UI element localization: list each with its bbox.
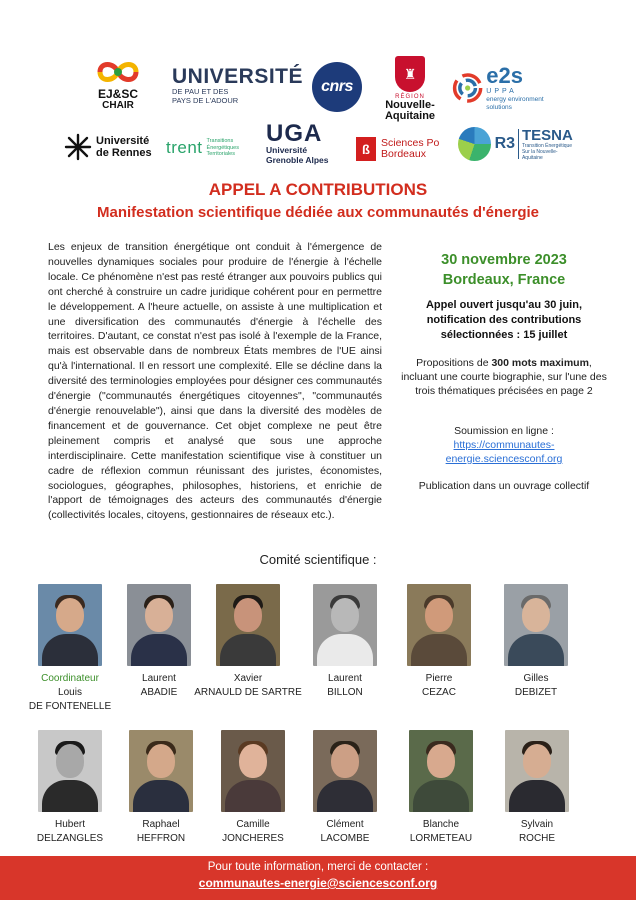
- submission-link-line2[interactable]: energie.sciencesconf.org: [445, 453, 563, 465]
- e2s-uppa-logo: [452, 62, 560, 114]
- proposal-info: [400, 356, 608, 398]
- rennes-line2: de Rennes: [96, 147, 152, 159]
- call-line3: sélectionnées : 15 juillet: [440, 329, 568, 341]
- description-paragraph: Les enjeux de transition énergétique ont conduit à l'émergence de nouvelles dynamiques sociales pour produire de l'énergie à l'échelle locale. Ce phénomène n'est pas resté étranger aux pouvoirs publics qui ont cherché à construire un cadre juridique cohérent pour en permettre le développement. A l'heure actuelle, on assiste à une multiplication et une diversification des communautés d'énergie à l'échelle des territoires. D'autant, ce constat n'est pas isolé à l'exemple de la France, mais est observable dans de nombreux États membres de l'UE ainsi qu'à l'international. Il en ressort une complexité. Elle se décline dans la diversité des terminologies employées pour désigner ces communautés d'énergie ("communautés énergétiques citoyennes", "communautés d'énergie renouvelable"), ainsi que dans la diversité des modèles de financement et de gouvernance. Cet objet complexe ne peut être pleinement compris et analysé que sous une approche interdisciplinaire. Cette manifestation scientifique vise à constituer un cadre de réflexion commun réunissant des juristes, économistes, sociologues, géographes, philosophes, historiens, et enrichie de l'apport de témoignages des acteurs des communautés d'énergie (collectivités locales, citoyens, gestionnaires de réseaux etc.).: [48, 241, 382, 522]
- uga-logo: [266, 122, 348, 166]
- trent-sub1: Transitions: [206, 138, 234, 145]
- lion-shield-icon: ♜: [395, 56, 425, 92]
- r3-tesna-logo: [458, 124, 576, 164]
- member-last-name: ABADIE: [140, 687, 178, 698]
- universite-rennes-logo: [64, 132, 160, 162]
- member-photo: [38, 730, 102, 812]
- member-last-name: ARNAULD DE SARTRE: [194, 687, 302, 698]
- e2s-sub: UPPA: [486, 87, 517, 95]
- contact-footer: [0, 856, 636, 900]
- member-first-name: Raphael: [142, 819, 180, 830]
- member-last-name: BILLON: [327, 687, 363, 698]
- committee-member: [482, 730, 592, 846]
- member-first-name: Sylvain: [520, 819, 554, 830]
- member-photo: [221, 730, 285, 812]
- globe-icon: [458, 127, 491, 161]
- committee-member: [290, 730, 400, 846]
- member-first-name: Laurent: [142, 673, 176, 684]
- member-last-name: HEFFRON: [136, 833, 186, 844]
- member-first-name: Hubert: [54, 819, 85, 830]
- submission-label: Soumission en ligne :: [454, 425, 554, 437]
- uga-line1: Université: [266, 145, 308, 155]
- tesna-name: TESNA: [521, 126, 573, 144]
- committee-member: [481, 584, 591, 700]
- member-last-name: LORMETEAU: [409, 833, 473, 844]
- sciences-po-mark-icon: ß: [356, 137, 376, 161]
- member-last-name: LACOMBE: [320, 833, 370, 844]
- partner-logos: [0, 0, 636, 170]
- member-first-name: Camille: [236, 819, 270, 830]
- ejsc-line2: CHAIR: [102, 100, 134, 111]
- naq-line2: Aquitaine: [384, 110, 436, 122]
- ejsc-chair-logo: [86, 58, 150, 111]
- uga-name: UGA: [266, 120, 323, 147]
- member-photo: [216, 584, 280, 666]
- member-last-name: ROCHE: [518, 833, 556, 844]
- trent-sub2: Énergétiques: [206, 144, 239, 151]
- event-date: 30 novembre 2023: [441, 252, 567, 268]
- member-last-name: DELZANGLES: [36, 833, 104, 844]
- proposal-pre: Propositions de: [416, 357, 492, 369]
- member-first-name: Laurent: [328, 673, 362, 684]
- member-last-name: CEZAC: [422, 687, 456, 698]
- member-first-name: Pierre: [425, 673, 453, 684]
- member-first-name: Louis: [58, 687, 82, 698]
- uppa-sub1: DE PAU ET DES: [172, 87, 229, 96]
- call-deadline: [400, 298, 608, 343]
- uppa-name: UNIVERSITÉ: [172, 65, 304, 88]
- member-last-name: DE FONTENELLE: [28, 701, 112, 712]
- cnrs-text: cnrs: [321, 78, 353, 95]
- tesna-sub1: Transition Énergétique: [521, 142, 573, 149]
- member-photo: [504, 584, 568, 666]
- member-first-name: Gilles: [523, 673, 549, 684]
- rennes-star-icon: [64, 133, 92, 161]
- member-role: Coordinateur: [41, 673, 99, 684]
- e2s-tagline: energy environment solutions: [486, 95, 544, 111]
- ejsc-line1: EJ&SC: [97, 87, 138, 101]
- member-photo: [505, 730, 569, 812]
- committee-member: [193, 584, 303, 700]
- proposal-word-limit: 300 mots maximum: [491, 357, 589, 369]
- ejsc-emblem-icon: [96, 58, 140, 86]
- event-place: Bordeaux, France: [442, 272, 566, 288]
- member-photo: [407, 584, 471, 666]
- rennes-line1: Université: [96, 135, 150, 147]
- scpo-line1: Sciences Po: [381, 137, 440, 149]
- tesna-sub2: Sur la Nouvelle-Aquitaine: [521, 148, 558, 161]
- trent-sub3: Territoriales: [206, 151, 235, 158]
- e2s-name: e2s: [486, 62, 523, 88]
- submission-link[interactable]: [400, 438, 608, 466]
- naq-line1: Nouvelle-: [385, 99, 435, 111]
- proposal-post: , incluant une courte biographie, sur l'une des trois thématiques précisées en page 2: [401, 357, 607, 397]
- call-line2: notification des contributions: [426, 314, 582, 326]
- member-first-name: Xavier: [233, 673, 263, 684]
- member-photo: [313, 730, 377, 812]
- member-photo: [409, 730, 473, 812]
- submission-link-line1[interactable]: https://communautes-: [453, 439, 555, 451]
- committee-title: Comité scientifique :: [259, 552, 377, 567]
- footer-email-link[interactable]: communautes-energie@sciencesconf.org: [198, 876, 438, 890]
- committee-member: [386, 730, 496, 846]
- uppa-sub2: PAYS DE L'ADOUR: [172, 96, 239, 105]
- committee-member: [384, 584, 494, 700]
- tesna-divider: [518, 129, 519, 159]
- sciences-po-bordeaux-logo: [356, 136, 446, 162]
- publication-note: Publication dans un ouvrage collectif: [418, 480, 590, 492]
- tesna-r3: R3: [494, 135, 516, 152]
- member-first-name: Blanche: [422, 819, 460, 830]
- uppa-logo: [170, 64, 304, 108]
- call-line1: Appel ouvert jusqu'au 30 juin,: [425, 299, 583, 311]
- scpo-line2: Bordeaux: [381, 148, 426, 160]
- member-photo: [129, 730, 193, 812]
- nouvelle-aquitaine-logo: [384, 56, 436, 122]
- trent-name: trent: [166, 138, 203, 157]
- member-photo: [313, 584, 377, 666]
- member-photo: [127, 584, 191, 666]
- member-first-name: Clément: [326, 819, 364, 830]
- page-subtitle: Manifestation scientifique dédiée aux communautés d'énergie: [96, 204, 539, 221]
- trent-logo: [166, 134, 258, 162]
- naq-region: RÉGION: [395, 94, 425, 100]
- page-title: APPEL A CONTRIBUTIONS: [208, 180, 428, 199]
- e2s-circle-icon: [452, 70, 483, 106]
- member-last-name: JONCHERES: [222, 833, 284, 844]
- cnrs-logo: [312, 62, 362, 112]
- member-photo: [38, 584, 102, 666]
- member-last-name: DEBIZET: [514, 687, 558, 698]
- uga-line2: Grenoble Alpes: [266, 154, 329, 165]
- footer-contact-text: Pour toute information, merci de contacter :: [207, 861, 429, 873]
